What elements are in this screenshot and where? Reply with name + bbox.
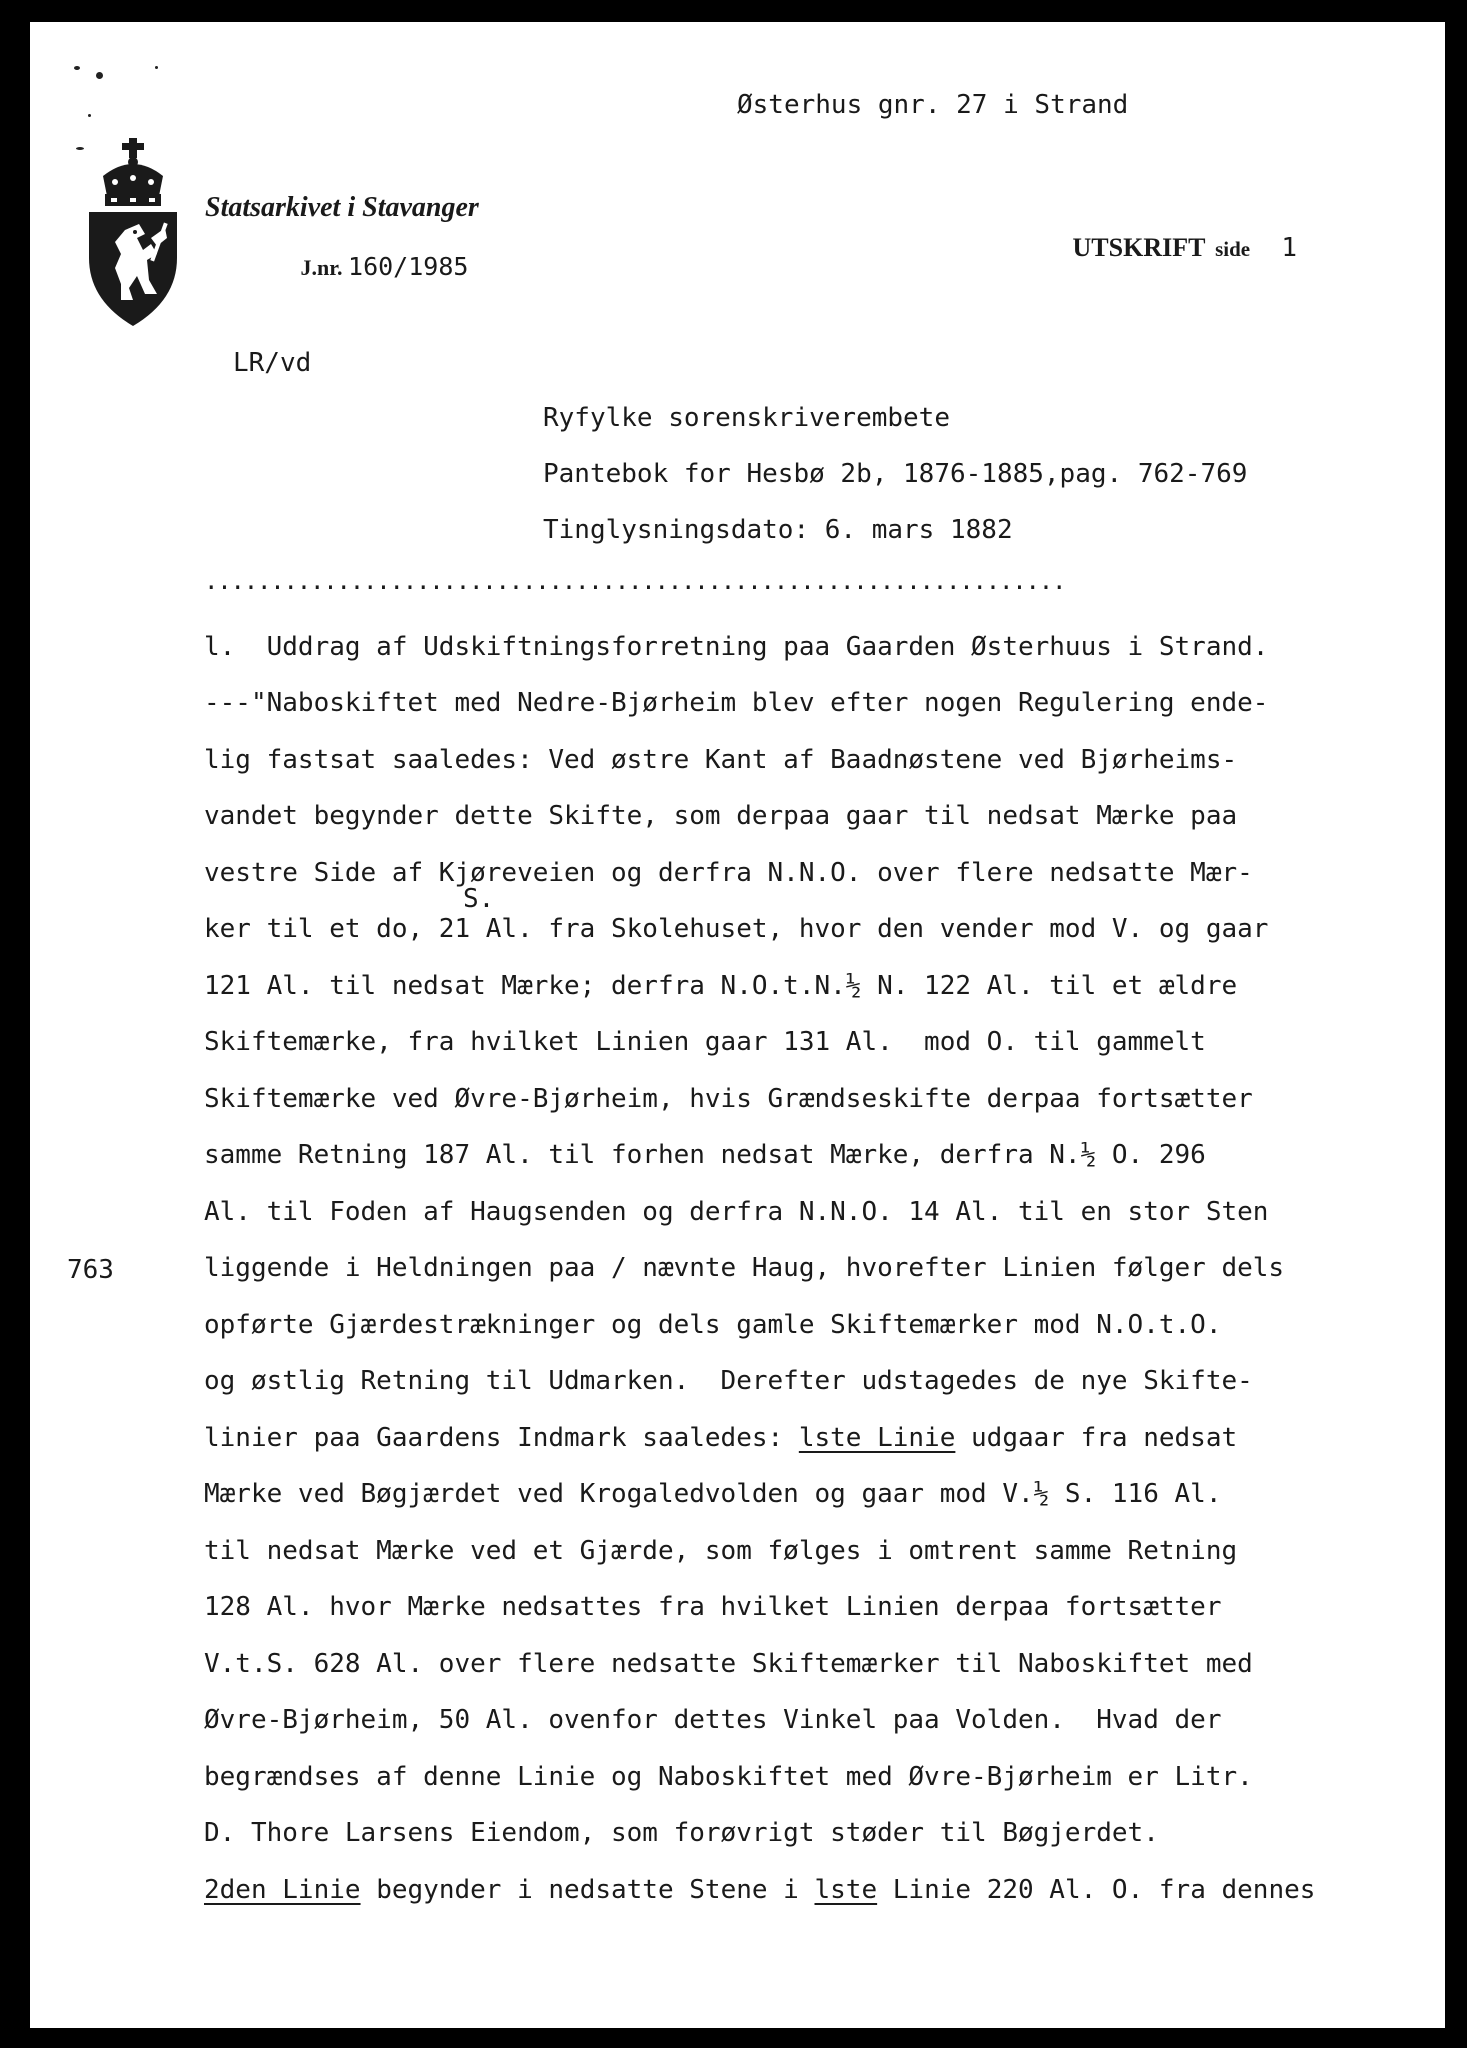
journal-prefix: J.nr.: [300, 255, 343, 280]
source-book: Pantebok for Hesbø 2b, 1876-1885,pag. 762-769: [543, 459, 1248, 489]
document-page: [30, 22, 1445, 2028]
underlined-term: lste: [814, 1875, 878, 1905]
body-line: V.t.S. 628 Al. over flere nedsatte Skiftemærker til Naboskiftet med: [204, 1649, 1253, 1679]
body-line: til nedsat Mærke ved et Gjærde, som følges i omtrent samme Retning: [204, 1536, 1238, 1566]
body-line: vestre Side af Kjøreveien og derfra N.N.O. over flere nedsatte Mær-: [204, 858, 1253, 888]
archive-name: Statsarkivet i Stavanger: [205, 192, 479, 223]
scan-speck: [88, 114, 91, 117]
body-line: Al. til Foden af Haugsenden og derfra N.N.O. 14 Al. til en stor Sten: [204, 1197, 1269, 1227]
norwegian-coat-of-arms-icon: [85, 138, 181, 328]
body-line: D. Thore Larsens Eiendom, som forøvrigt støder til Bøgjerdet.: [204, 1818, 1159, 1848]
body-line: samme Retning 187 Al. til forhen nedsat Mærke, derfra N.½ O. 296: [204, 1140, 1206, 1170]
body-line: ---"Naboskiftet med Nedre-Bjørheim blev efter nogen Regulering ende-: [204, 688, 1269, 718]
property-title: Østerhus gnr. 27 i Strand: [737, 90, 1129, 120]
body-text: begynder i nedsatte Stene i: [360, 1875, 815, 1905]
body-line: Skiftemærke, fra hvilket Linien gaar 131 Al. mod O. til gammelt: [204, 1027, 1206, 1057]
body-text: Linie 220 Al. O. fra dennes: [877, 1875, 1316, 1905]
scan-speck: [96, 72, 103, 79]
body-line: og østlig Retning til Udmarken. Derefter udstagedes de nye Skifte-: [204, 1366, 1253, 1396]
body-line: vandet begynder dette Skifte, som derpaa gaar til nedsat Mærke paa: [204, 801, 1238, 831]
body-line: Skiftemærke ved Øvre-Bjørheim, hvis Grændseskifte derpaa fortsætter: [204, 1084, 1253, 1114]
body-line: begrændses af denne Linie og Naboskiftet med Øvre-Bjørheim er Litr.: [204, 1762, 1253, 1792]
body-line: Mærke ved Bøgjærdet ved Krogaledvolden og gaar mod V.½ S. 116 Al.: [204, 1479, 1222, 1509]
underlined-term: lste Linie: [798, 1423, 956, 1453]
scan-speck: [155, 66, 158, 69]
body-line: [204, 1875, 1315, 1905]
body-line: lig fastsat saaledes: Ved østre Kant af Baadnøstene ved Bjørheims-: [204, 745, 1238, 775]
page-number: 1: [1281, 233, 1298, 263]
scan-speck: [74, 66, 80, 70]
body-line: opførte Gjærdestrækninger og dels gamle Skiftemærker mod N.O.t.O.: [204, 1310, 1222, 1340]
body-line: ker til et do, 21 Al. fra Skolehuset, hvor den vender mod V. og gaar: [204, 914, 1269, 944]
registration-date: Tinglysningsdato: 6. mars 1882: [543, 515, 1013, 545]
source-office: Ryfylke sorenskriverembete: [543, 403, 950, 433]
copy-label: UTSKRIFT: [1072, 233, 1206, 262]
body-line: 128 Al. hvor Mærke nedsattes fra hvilket Linien derpaa fortsætter: [204, 1592, 1222, 1622]
body-text: udgaar fra nedsat: [955, 1423, 1238, 1453]
scan-speck: [76, 147, 84, 150]
body-line: liggende i Heldningen paa / nævnte Haug, hvorefter Linien følger dels: [204, 1253, 1285, 1283]
journal-number: 160/1985: [348, 252, 469, 281]
body-line: Øvre-Bjørheim, 50 Al. ovenfor dettes Vinkel paa Volden. Hvad der: [204, 1705, 1222, 1735]
underlined-term: 2den Linie: [204, 1875, 361, 1905]
body-text: linier paa Gaardens Indmark saaledes:: [204, 1423, 799, 1453]
interlinear-correction: S.: [463, 884, 495, 914]
dotted-separator: .................................................................: [204, 567, 1066, 595]
side-label: side: [1215, 237, 1251, 261]
margin-page-note: 763: [67, 1255, 114, 1285]
body-line: l. Uddrag af Udskiftningsforretning paa Gaarden Østerhuus i Strand.: [204, 632, 1269, 662]
copy-page-indicator: [1034, 214, 1297, 282]
body-line: [204, 1423, 1237, 1453]
body-line: 121 Al. til nedsat Mærke; derfra N.O.t.N.½ N. 122 Al. til et ældre: [204, 971, 1238, 1001]
initials: LR/vd: [233, 348, 312, 378]
journal-reference: [262, 233, 468, 300]
